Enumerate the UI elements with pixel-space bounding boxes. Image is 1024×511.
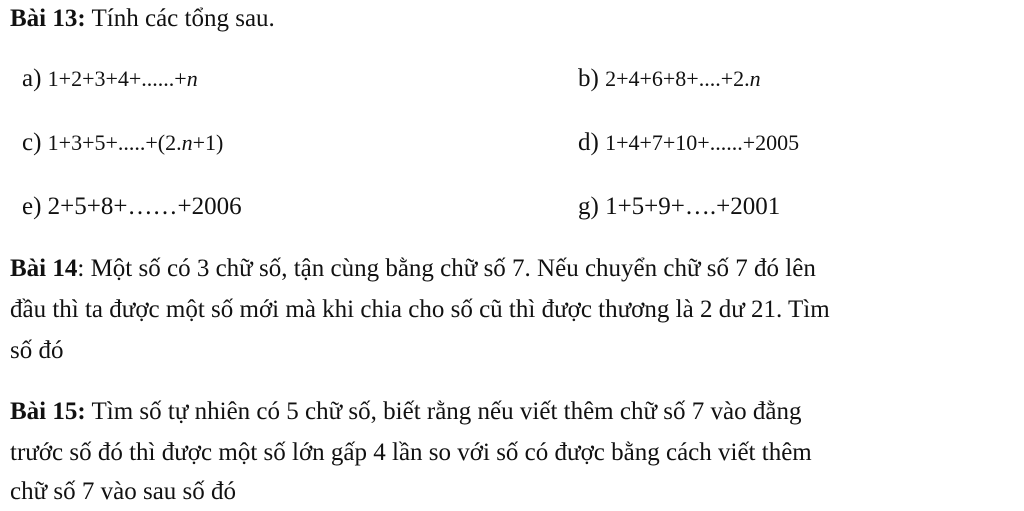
item-label: e): [22, 193, 42, 220]
item-expression: [48, 64, 198, 94]
bai13-item-c: [22, 128, 223, 158]
expr-part: 1+4+7+10+......+2005: [605, 130, 800, 155]
item-expression: [605, 64, 761, 94]
expr-part: 2+4+6+8+....+2.: [605, 66, 750, 91]
bai15-text: trước số đó thì được một số lớn gấp 4 lần so với số có được bằng cách viết thêm: [10, 439, 812, 466]
bai13-title: Bài 13:: [10, 5, 86, 32]
bai14-line-3: [10, 336, 63, 366]
expr-variable: n: [186, 66, 198, 91]
item-label: d): [578, 129, 599, 156]
item-expression: [605, 128, 799, 158]
expr-part: +1): [192, 130, 224, 155]
bai15-line-3: [10, 477, 236, 507]
bai13-item-d: [578, 128, 799, 158]
bai14-text: đầu thì ta được một số mới mà khi chia cho số cũ thì được thương là 2 dư 21. Tìm: [10, 296, 830, 323]
expr-part: 1+3+5+.....+(2.: [47, 130, 182, 155]
expr-variable: n: [181, 130, 193, 155]
bai14-text: số đó: [10, 337, 64, 364]
bai14-title: Bài 14: [10, 255, 78, 282]
bai15-text: Tìm số tự nhiên có 5 chữ số, biết rằng nếu viết thêm chữ số 7 vào đằng: [85, 398, 802, 425]
expr-variable: n: [749, 66, 761, 91]
bai13-instruction: Tính các tổng sau.: [91, 5, 275, 32]
bai13-item-g: [578, 192, 780, 222]
bai13-heading: [10, 4, 275, 34]
bai13-item-e: [22, 192, 242, 222]
bai13-item-b: [578, 64, 761, 94]
item-label: c): [22, 129, 42, 156]
bai14-line-2: [10, 295, 830, 325]
bai15-text: chữ số 7 vào sau số đó: [10, 478, 237, 505]
item-expression: [48, 192, 242, 222]
item-label: b): [578, 65, 599, 92]
expr-part: 2+5+8+……+2006: [47, 193, 242, 220]
item-expression: [48, 128, 224, 158]
expr-part: 1+2+3+4+......+: [47, 66, 187, 91]
bai14-text: : Một số có 3 chữ số, tận cùng bằng chữ số 7. Nếu chuyển chữ số 7 đó lên: [77, 255, 816, 282]
item-expression: [605, 192, 780, 222]
bai15-line-1: [10, 397, 801, 427]
bai13-item-a: [22, 64, 198, 94]
bai15-title: Bài 15:: [10, 398, 86, 425]
item-label: a): [22, 65, 42, 92]
bai15-line-2: [10, 438, 812, 468]
bai14-line-1: [10, 254, 816, 284]
expr-part: 1+5+9+….+2001: [605, 193, 781, 220]
item-label: g): [578, 193, 599, 220]
